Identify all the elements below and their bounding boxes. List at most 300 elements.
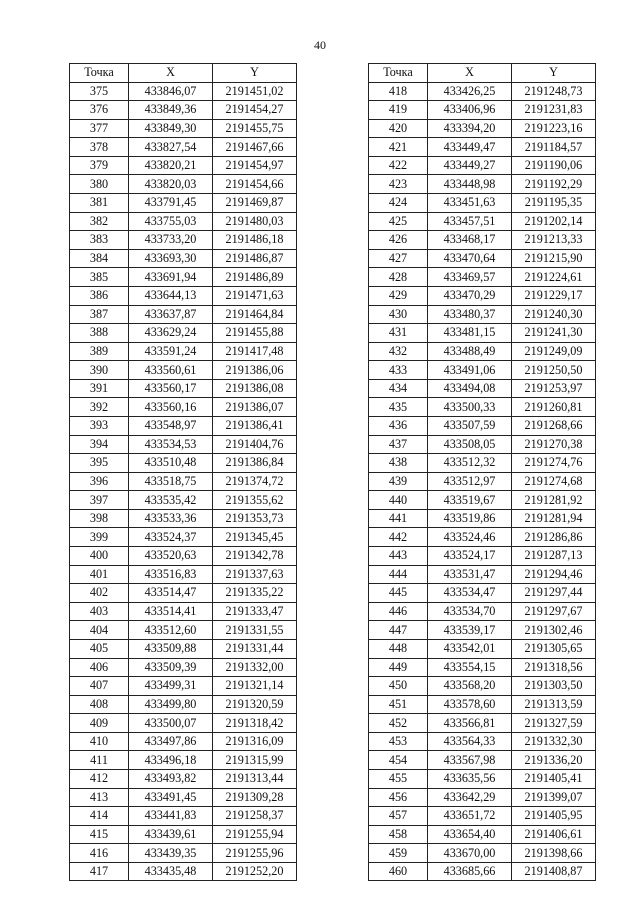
cell-x: 433439,61 <box>129 825 213 844</box>
cell-x: 433642,29 <box>428 788 512 807</box>
table-row <box>70 862 297 881</box>
cell-point: 450 <box>369 677 428 696</box>
table-row <box>70 695 297 714</box>
cell-x: 433448,98 <box>428 175 512 194</box>
table-row <box>70 119 297 138</box>
cell-point: 396 <box>70 472 129 491</box>
cell-point: 421 <box>369 138 428 157</box>
cell-point: 420 <box>369 119 428 138</box>
cell-x: 433497,86 <box>129 732 213 751</box>
page-number: 40 <box>314 38 326 52</box>
cell-y: 2191195,35 <box>512 194 596 213</box>
header-x: X <box>428 64 512 83</box>
cell-point: 425 <box>369 212 428 231</box>
cell-y: 2191471,63 <box>213 286 297 305</box>
cell-y: 2191302,46 <box>512 621 596 640</box>
table-row <box>369 472 596 491</box>
table-row <box>369 398 596 417</box>
table-row <box>70 658 297 677</box>
cell-x: 433755,03 <box>129 212 213 231</box>
cell-point: 381 <box>70 194 129 213</box>
table-row <box>70 454 297 473</box>
header-point: Точка <box>369 64 428 83</box>
cell-x: 433494,08 <box>428 379 512 398</box>
cell-x: 433533,36 <box>129 509 213 528</box>
cell-point: 407 <box>70 677 129 696</box>
cell-point: 375 <box>70 82 129 101</box>
cell-point: 437 <box>369 435 428 454</box>
cell-point: 405 <box>70 639 129 658</box>
table-row <box>369 268 596 287</box>
cell-point: 395 <box>70 454 129 473</box>
table-row <box>369 807 596 826</box>
table-row <box>369 528 596 547</box>
cell-y: 2191374,72 <box>213 472 297 491</box>
cell-y: 2191192,29 <box>512 175 596 194</box>
cell-y: 2191184,57 <box>512 138 596 157</box>
cell-y: 2191281,94 <box>512 509 596 528</box>
cell-x: 433449,47 <box>428 138 512 157</box>
cell-x: 433629,24 <box>129 324 213 343</box>
cell-y: 2191335,22 <box>213 584 297 603</box>
cell-point: 449 <box>369 658 428 677</box>
table-row <box>369 491 596 510</box>
coordinates-table-left <box>69 63 297 881</box>
header-y: Y <box>213 64 297 83</box>
header-y: Y <box>512 64 596 83</box>
cell-x: 433514,41 <box>129 602 213 621</box>
cell-point: 400 <box>70 547 129 566</box>
table-row <box>70 324 297 343</box>
cell-x: 433560,16 <box>129 398 213 417</box>
cell-y: 2191255,96 <box>213 844 297 863</box>
cell-point: 431 <box>369 324 428 343</box>
cell-point: 426 <box>369 231 428 250</box>
cell-y: 2191258,37 <box>213 807 297 826</box>
table-row <box>70 138 297 157</box>
cell-x: 433691,94 <box>129 268 213 287</box>
table-row <box>369 416 596 435</box>
table-row <box>369 751 596 770</box>
cell-x: 433591,24 <box>129 342 213 361</box>
cell-y: 2191353,73 <box>213 509 297 528</box>
table-row <box>70 565 297 584</box>
cell-y: 2191486,89 <box>213 268 297 287</box>
cell-y: 2191240,30 <box>512 305 596 324</box>
cell-y: 2191252,20 <box>213 862 297 881</box>
cell-x: 433435,48 <box>129 862 213 881</box>
table-row <box>369 769 596 788</box>
cell-point: 385 <box>70 268 129 287</box>
cell-x: 433654,40 <box>428 825 512 844</box>
cell-y: 2191469,87 <box>213 194 297 213</box>
cell-point: 434 <box>369 379 428 398</box>
cell-point: 416 <box>70 844 129 863</box>
cell-y: 2191454,66 <box>213 175 297 194</box>
cell-point: 422 <box>369 156 428 175</box>
table-row <box>369 639 596 658</box>
cell-point: 391 <box>70 379 129 398</box>
cell-x: 433531,47 <box>428 565 512 584</box>
cell-x: 433426,25 <box>428 82 512 101</box>
cell-y: 2191345,45 <box>213 528 297 547</box>
cell-point: 430 <box>369 305 428 324</box>
table-row <box>70 175 297 194</box>
table-row <box>70 156 297 175</box>
cell-point: 423 <box>369 175 428 194</box>
cell-x: 433534,70 <box>428 602 512 621</box>
cell-y: 2191249,09 <box>512 342 596 361</box>
cell-y: 2191241,30 <box>512 324 596 343</box>
cell-y: 2191332,30 <box>512 732 596 751</box>
cell-x: 433539,17 <box>428 621 512 640</box>
cell-x: 433394,20 <box>428 119 512 138</box>
cell-x: 433548,97 <box>129 416 213 435</box>
cell-y: 2191229,17 <box>512 286 596 305</box>
cell-point: 390 <box>70 361 129 380</box>
cell-y: 2191215,90 <box>512 249 596 268</box>
cell-point: 389 <box>70 342 129 361</box>
cell-point: 406 <box>70 658 129 677</box>
cell-y: 2191287,13 <box>512 547 596 566</box>
cell-point: 388 <box>70 324 129 343</box>
cell-point: 418 <box>369 82 428 101</box>
table-header-row <box>369 64 596 83</box>
table-row <box>369 361 596 380</box>
cell-x: 433518,75 <box>129 472 213 491</box>
table-row <box>369 305 596 324</box>
table-row <box>369 677 596 696</box>
cell-point: 457 <box>369 807 428 826</box>
cell-y: 2191406,61 <box>512 825 596 844</box>
table-row <box>369 286 596 305</box>
cell-point: 441 <box>369 509 428 528</box>
table-row <box>369 695 596 714</box>
cell-y: 2191297,67 <box>512 602 596 621</box>
table-row <box>369 231 596 250</box>
table-row <box>70 621 297 640</box>
cell-y: 2191318,56 <box>512 658 596 677</box>
table-row <box>70 788 297 807</box>
cell-y: 2191255,94 <box>213 825 297 844</box>
cell-point: 448 <box>369 639 428 658</box>
table-row <box>70 268 297 287</box>
cell-point: 446 <box>369 602 428 621</box>
cell-y: 2191486,87 <box>213 249 297 268</box>
table-row <box>369 825 596 844</box>
table-row <box>369 138 596 157</box>
cell-point: 419 <box>369 101 428 120</box>
cell-x: 433470,29 <box>428 286 512 305</box>
cell-x: 433457,51 <box>428 212 512 231</box>
cell-point: 387 <box>70 305 129 324</box>
table-row <box>70 491 297 510</box>
table-row <box>369 212 596 231</box>
table-row <box>70 639 297 658</box>
cell-point: 413 <box>70 788 129 807</box>
cell-y: 2191320,59 <box>213 695 297 714</box>
cell-y: 2191398,66 <box>512 844 596 863</box>
cell-x: 433846,07 <box>129 82 213 101</box>
cell-x: 433510,48 <box>129 454 213 473</box>
cell-x: 433509,88 <box>129 639 213 658</box>
cell-point: 442 <box>369 528 428 547</box>
cell-y: 2191408,87 <box>512 862 596 881</box>
cell-y: 2191260,81 <box>512 398 596 417</box>
cell-y: 2191451,02 <box>213 82 297 101</box>
table-row <box>369 658 596 677</box>
cell-y: 2191386,07 <box>213 398 297 417</box>
cell-point: 435 <box>369 398 428 417</box>
table-row <box>70 82 297 101</box>
cell-x: 433849,30 <box>129 119 213 138</box>
cell-y: 2191455,75 <box>213 119 297 138</box>
cell-y: 2191386,84 <box>213 454 297 473</box>
cell-point: 409 <box>70 714 129 733</box>
cell-point: 403 <box>70 602 129 621</box>
cell-point: 417 <box>70 862 129 881</box>
cell-y: 2191399,07 <box>512 788 596 807</box>
cell-y: 2191223,16 <box>512 119 596 138</box>
table-row <box>70 379 297 398</box>
table-row <box>70 677 297 696</box>
cell-point: 458 <box>369 825 428 844</box>
cell-x: 433499,80 <box>129 695 213 714</box>
cell-point: 436 <box>369 416 428 435</box>
cell-point: 401 <box>70 565 129 584</box>
cell-y: 2191305,65 <box>512 639 596 658</box>
table-row <box>369 249 596 268</box>
cell-x: 433685,66 <box>428 862 512 881</box>
cell-x: 433470,64 <box>428 249 512 268</box>
cell-point: 399 <box>70 528 129 547</box>
cell-y: 2191303,50 <box>512 677 596 696</box>
cell-y: 2191248,73 <box>512 82 596 101</box>
cell-y: 2191281,92 <box>512 491 596 510</box>
cell-x: 433439,35 <box>129 844 213 863</box>
header-point: Точка <box>70 64 129 83</box>
cell-y: 2191331,55 <box>213 621 297 640</box>
table-row <box>369 324 596 343</box>
cell-x: 433488,49 <box>428 342 512 361</box>
table-row <box>70 732 297 751</box>
table-row <box>369 844 596 863</box>
cell-y: 2191386,08 <box>213 379 297 398</box>
cell-y: 2191386,06 <box>213 361 297 380</box>
cell-point: 402 <box>70 584 129 603</box>
cell-y: 2191332,00 <box>213 658 297 677</box>
cell-x: 433524,17 <box>428 547 512 566</box>
table-row <box>369 565 596 584</box>
cell-x: 433733,20 <box>129 231 213 250</box>
cell-y: 2191464,84 <box>213 305 297 324</box>
cell-point: 456 <box>369 788 428 807</box>
cell-point: 379 <box>70 156 129 175</box>
cell-point: 392 <box>70 398 129 417</box>
cell-x: 433491,06 <box>428 361 512 380</box>
cell-x: 433568,20 <box>428 677 512 696</box>
cell-x: 433566,81 <box>428 714 512 733</box>
table-row <box>70 435 297 454</box>
cell-y: 2191250,50 <box>512 361 596 380</box>
cell-y: 2191297,44 <box>512 584 596 603</box>
cell-point: 397 <box>70 491 129 510</box>
table-row <box>70 751 297 770</box>
cell-y: 2191318,42 <box>213 714 297 733</box>
table-row <box>369 119 596 138</box>
cell-x: 433512,32 <box>428 454 512 473</box>
table-row <box>70 509 297 528</box>
cell-y: 2191274,68 <box>512 472 596 491</box>
cell-y: 2191331,44 <box>213 639 297 658</box>
cell-point: 460 <box>369 862 428 881</box>
cell-point: 438 <box>369 454 428 473</box>
cell-point: 439 <box>369 472 428 491</box>
table-row <box>369 194 596 213</box>
table-row <box>70 305 297 324</box>
cell-point: 429 <box>369 286 428 305</box>
cell-x: 433519,86 <box>428 509 512 528</box>
cell-y: 2191268,66 <box>512 416 596 435</box>
cell-x: 433564,33 <box>428 732 512 751</box>
cell-point: 415 <box>70 825 129 844</box>
cell-x: 433534,47 <box>428 584 512 603</box>
table-row <box>369 342 596 361</box>
cell-x: 433509,39 <box>129 658 213 677</box>
cell-point: 380 <box>70 175 129 194</box>
cell-y: 2191202,14 <box>512 212 596 231</box>
cell-x: 433508,05 <box>428 435 512 454</box>
cell-x: 433534,53 <box>129 435 213 454</box>
cell-x: 433499,31 <box>129 677 213 696</box>
cell-y: 2191405,41 <box>512 769 596 788</box>
cell-y: 2191224,61 <box>512 268 596 287</box>
cell-point: 424 <box>369 194 428 213</box>
cell-point: 408 <box>70 695 129 714</box>
cell-y: 2191315,99 <box>213 751 297 770</box>
header-x: X <box>129 64 213 83</box>
cell-y: 2191417,48 <box>213 342 297 361</box>
cell-x: 433480,37 <box>428 305 512 324</box>
cell-x: 433535,42 <box>129 491 213 510</box>
table-row <box>70 194 297 213</box>
cell-x: 433519,67 <box>428 491 512 510</box>
cell-y: 2191454,97 <box>213 156 297 175</box>
cell-point: 404 <box>70 621 129 640</box>
cell-y: 2191274,76 <box>512 454 596 473</box>
cell-y: 2191286,86 <box>512 528 596 547</box>
cell-x: 433500,33 <box>428 398 512 417</box>
cell-point: 459 <box>369 844 428 863</box>
table-row <box>369 862 596 881</box>
cell-point: 411 <box>70 751 129 770</box>
table-row <box>369 435 596 454</box>
cell-x: 433500,07 <box>129 714 213 733</box>
table-row <box>369 82 596 101</box>
table-row <box>369 379 596 398</box>
cell-point: 427 <box>369 249 428 268</box>
cell-y: 2191313,59 <box>512 695 596 714</box>
cell-point: 432 <box>369 342 428 361</box>
cell-x: 433512,60 <box>129 621 213 640</box>
cell-point: 443 <box>369 547 428 566</box>
cell-point: 412 <box>70 769 129 788</box>
cell-point: 447 <box>369 621 428 640</box>
cell-x: 433820,21 <box>129 156 213 175</box>
cell-point: 377 <box>70 119 129 138</box>
cell-y: 2191404,76 <box>213 435 297 454</box>
cell-y: 2191454,27 <box>213 101 297 120</box>
cell-point: 384 <box>70 249 129 268</box>
table-row <box>70 807 297 826</box>
cell-x: 433635,56 <box>428 769 512 788</box>
cell-y: 2191467,66 <box>213 138 297 157</box>
cell-x: 433441,83 <box>129 807 213 826</box>
table-row <box>70 231 297 250</box>
table-row <box>70 844 297 863</box>
cell-y: 2191316,09 <box>213 732 297 751</box>
cell-x: 433451,63 <box>428 194 512 213</box>
table-row <box>369 156 596 175</box>
table-row <box>70 286 297 305</box>
cell-x: 433693,30 <box>129 249 213 268</box>
cell-y: 2191336,20 <box>512 751 596 770</box>
cell-x: 433491,45 <box>129 788 213 807</box>
cell-x: 433524,46 <box>428 528 512 547</box>
cell-x: 433791,45 <box>129 194 213 213</box>
table-row <box>369 621 596 640</box>
cell-x: 433849,36 <box>129 101 213 120</box>
cell-x: 433469,57 <box>428 268 512 287</box>
cell-y: 2191321,14 <box>213 677 297 696</box>
cell-point: 445 <box>369 584 428 603</box>
cell-y: 2191405,95 <box>512 807 596 826</box>
cell-x: 433644,13 <box>129 286 213 305</box>
cell-x: 433820,03 <box>129 175 213 194</box>
cell-y: 2191327,59 <box>512 714 596 733</box>
table-row <box>70 212 297 231</box>
cell-point: 440 <box>369 491 428 510</box>
table-header-row <box>70 64 297 83</box>
table-row <box>70 249 297 268</box>
cell-point: 452 <box>369 714 428 733</box>
cell-point: 410 <box>70 732 129 751</box>
cell-point: 393 <box>70 416 129 435</box>
cell-point: 433 <box>369 361 428 380</box>
cell-x: 433468,17 <box>428 231 512 250</box>
table-row <box>70 602 297 621</box>
cell-point: 454 <box>369 751 428 770</box>
table-row <box>70 547 297 566</box>
cell-y: 2191455,88 <box>213 324 297 343</box>
table-row <box>369 454 596 473</box>
cell-x: 433514,47 <box>129 584 213 603</box>
table-row <box>369 547 596 566</box>
cell-point: 382 <box>70 212 129 231</box>
table-row <box>369 101 596 120</box>
cell-y: 2191309,28 <box>213 788 297 807</box>
cell-point: 414 <box>70 807 129 826</box>
table-row <box>70 361 297 380</box>
cell-point: 455 <box>369 769 428 788</box>
table-row <box>369 509 596 528</box>
table-row <box>70 398 297 417</box>
cell-y: 2191190,06 <box>512 156 596 175</box>
table-row <box>70 584 297 603</box>
cell-y: 2191294,46 <box>512 565 596 584</box>
cell-x: 433567,98 <box>428 751 512 770</box>
table-row <box>369 584 596 603</box>
